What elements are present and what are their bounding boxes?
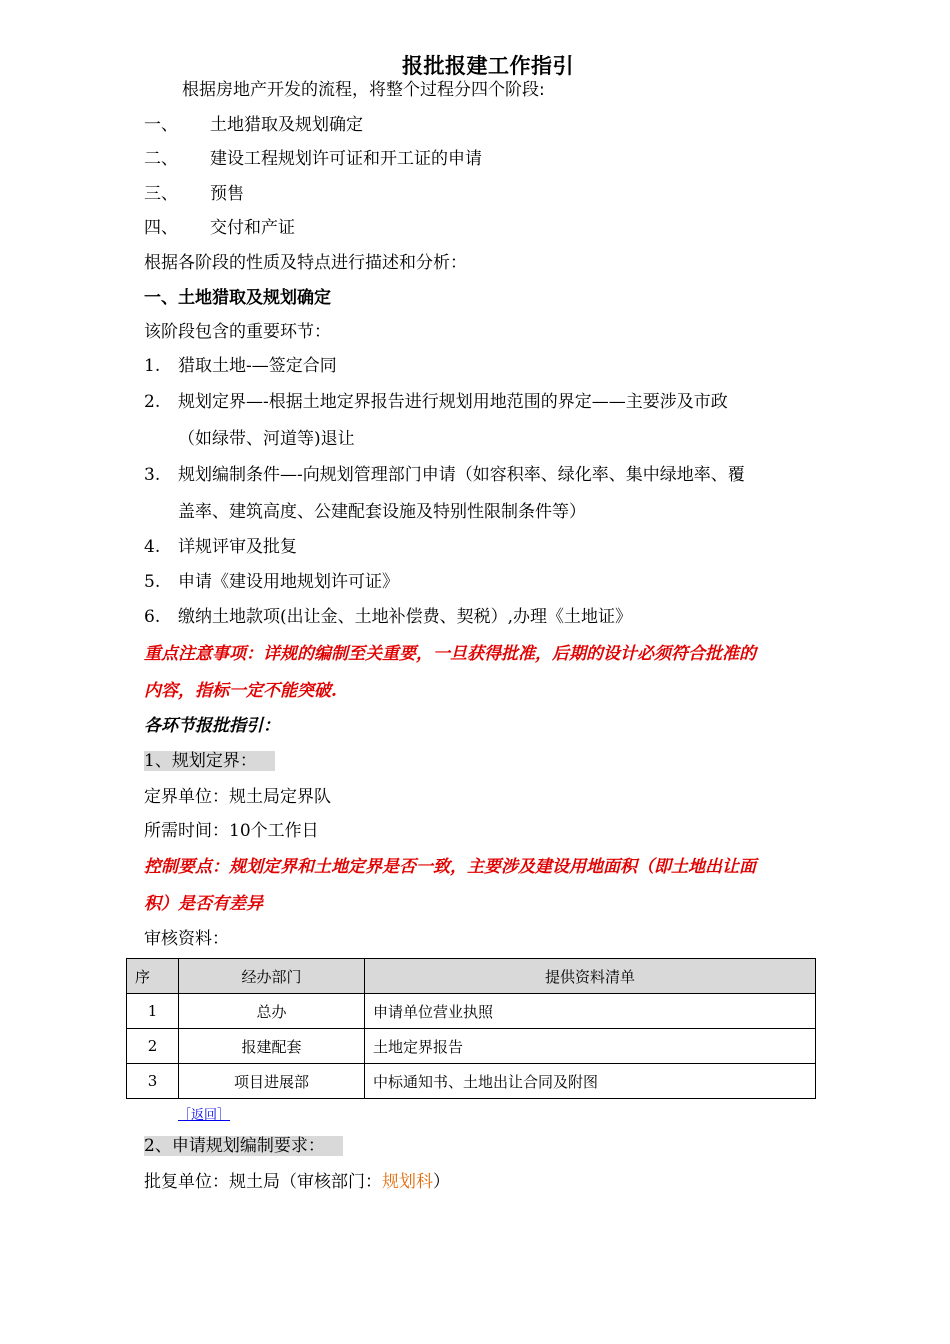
step-number: 4.	[144, 537, 161, 557]
row-materials: 中标通知书、土地出让合同及附图	[365, 1064, 816, 1099]
sub2-heading	[144, 1135, 343, 1157]
stage-item-4	[144, 217, 295, 239]
header-department: 经办部门	[179, 959, 365, 994]
step-text: 缴纳土地款项(出让金、土地补偿费、契税）,办理《土地证》	[178, 607, 633, 627]
table-row	[127, 994, 816, 1029]
intro-text: 根据房地产开发的流程，将整个过程分四个阶段:	[182, 80, 545, 100]
row-department: 报建配套	[179, 1029, 365, 1064]
analysis-intro: 根据各阶段的性质及特点进行描述和分析：	[144, 253, 467, 273]
step-item-2	[144, 391, 728, 413]
header-materials: 提供资料清单	[365, 959, 816, 994]
stage-number: 一、	[144, 115, 178, 135]
stage-item-1	[144, 114, 363, 136]
table-row	[127, 1064, 816, 1099]
step-number: 3.	[144, 465, 161, 485]
sub2-heading-text: 2、申请规划编制要求：	[144, 1136, 343, 1156]
sub2-unit-suffix: ）	[433, 1172, 450, 1192]
back-link[interactable]: ［返回］	[178, 1108, 231, 1123]
step-item-6	[144, 606, 632, 628]
step-number: 2.	[144, 392, 161, 412]
sub2-unit-dept: 规划科	[382, 1172, 433, 1192]
step-number: 5.	[144, 572, 161, 592]
control-point-line-2: 积）是否有差异	[144, 894, 263, 914]
table-row	[127, 1029, 816, 1064]
review-label: 审核资料：	[144, 929, 229, 949]
row-materials: 申请单位营业执照	[365, 994, 816, 1029]
step-item-3-cont: 盖率、建筑高度、公建配套设施及特别性限制条件等）	[178, 502, 586, 522]
section1-intro: 该阶段包含的重要环节：	[144, 322, 331, 342]
row-department: 项目进展部	[179, 1064, 365, 1099]
step-number: 6.	[144, 607, 161, 627]
sub2-unit	[144, 1171, 450, 1193]
step-text: 猎取土地-—签定合同	[178, 356, 337, 376]
section1-heading: 一、土地猎取及规划确定	[144, 288, 331, 308]
sub1-heading-text: 1、规划定界：	[144, 751, 275, 771]
stage-label: 交付和产证	[210, 218, 295, 238]
stage-item-3	[144, 183, 244, 205]
stage-label: 土地猎取及规划确定	[210, 115, 363, 135]
sub1-heading	[144, 750, 275, 772]
sub1-unit: 定界单位：规土局定界队	[144, 787, 331, 807]
row-index: 3	[127, 1064, 179, 1099]
control-point-line-1: 控制要点：规划定界和土地定界是否一致，主要涉及建设用地面积（即土地出让面	[144, 857, 756, 877]
step-item-3	[144, 464, 745, 486]
stage-number: 二、	[144, 149, 178, 169]
document-title: 报批报建工作指引	[402, 54, 574, 78]
header-index: 序	[127, 959, 179, 994]
guide-heading: 各环节报批指引：	[144, 716, 280, 736]
row-index: 2	[127, 1029, 179, 1064]
stage-label: 建设工程规划许可证和开工证的申请	[210, 149, 482, 169]
step-text: 规划定界—-根据土地定界报告进行规划用地范围的界定——主要涉及市政	[178, 392, 728, 412]
step-text: 申请《建设用地规划许可证》	[178, 572, 399, 592]
stage-item-2	[144, 148, 482, 170]
key-note-line-1: 重点注意事项：详规的编制至关重要，一旦获得批准，后期的设计必须符合批准的	[144, 644, 756, 664]
step-item-1	[144, 355, 337, 377]
step-number: 1.	[144, 356, 161, 376]
sub2-unit-prefix: 批复单位：规土局（审核部门：	[144, 1172, 382, 1192]
key-note-line-2: 内容，指标一定不能突破.	[144, 681, 337, 701]
stage-number: 四、	[144, 218, 178, 238]
review-materials-table	[126, 958, 816, 1099]
table-header-row	[127, 959, 816, 994]
stage-label: 预售	[210, 184, 244, 204]
step-item-2-cont: （如绿带、河道等)退让	[178, 429, 355, 449]
step-item-4	[144, 536, 297, 558]
row-index: 1	[127, 994, 179, 1029]
sub1-time: 所需时间：10个工作日	[144, 821, 319, 841]
step-text: 详规评审及批复	[178, 537, 297, 557]
stage-number: 三、	[144, 184, 178, 204]
step-item-5	[144, 571, 399, 593]
step-text: 规划编制条件—-向规划管理部门申请（如容积率、绿化率、集中绿地率、覆	[178, 465, 745, 485]
row-department: 总办	[179, 994, 365, 1029]
row-materials: 土地定界报告	[365, 1029, 816, 1064]
